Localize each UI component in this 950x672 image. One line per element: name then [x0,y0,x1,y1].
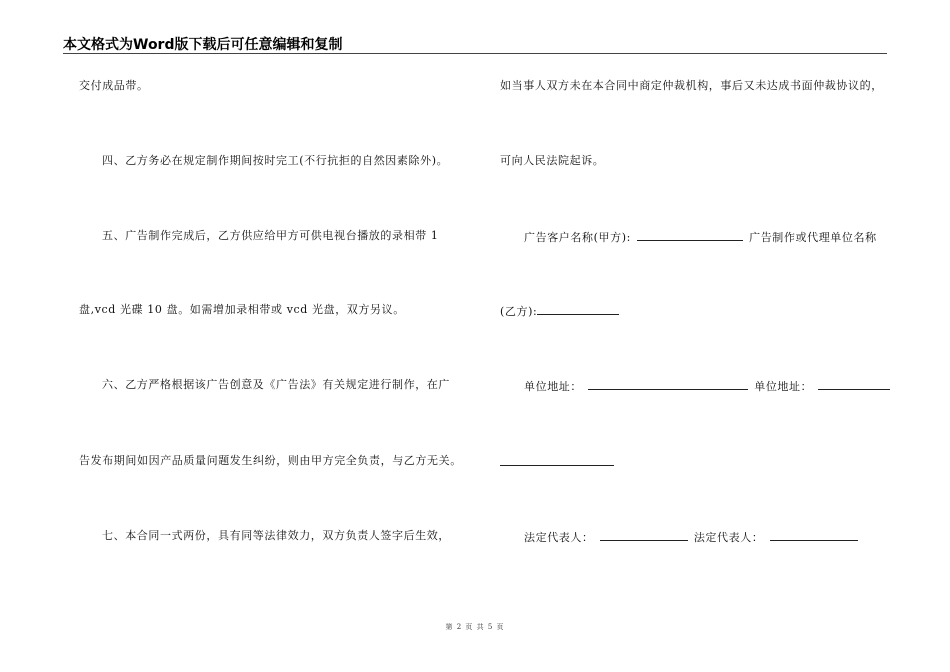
header-divider [63,53,887,54]
left-text-line-3: 五、广告制作完成后，乙方供应给甲方可供电视台播放的录相带 1 [102,229,439,242]
legal-rep-blank-b[interactable] [770,529,858,541]
right-text-line-1: 如当事人双方未在本合同中商定仲裁机构，事后又未达成书面仲裁协议的， [500,79,883,92]
address-blank-b[interactable] [818,378,890,390]
legal-rep-row [524,529,860,545]
address-continuation-row [500,454,616,470]
address-blank-b-continued[interactable] [500,454,614,466]
address-row [524,378,892,394]
legal-rep-label-a: 法定代表人： [524,531,594,544]
legal-rep-blank-a[interactable] [600,529,688,541]
client-name-row [524,229,877,245]
agency-name-label: 广告制作或代理单位名称 [749,231,877,244]
left-text-line-4: 盘,vcd 光碟 10 盘。如需增加录相带或 vcd 光盘，双方另议。 [79,303,405,316]
address-label-a: 单位地址： [524,380,582,393]
page-number: 第 2 页 共 5 页 [445,623,505,631]
left-text-line-7: 七、本合同一式两份，具有同等法律效力，双方负责人签字后生效， [102,529,450,542]
party-b-row [500,303,621,319]
client-name-label: 广告客户名称(甲方): [524,231,631,244]
left-text-line-1: 交付成品带。 [79,79,149,92]
legal-rep-label-b: 法定代表人： [693,531,764,544]
party-b-label: (乙方): [500,305,538,318]
address-blank-a[interactable] [588,378,748,390]
right-text-line-2: 可向人民法院起诉。 [500,154,605,167]
left-text-line-6: 告发布期间如因产品质量问题发生纠纷，则由甲方完全负责，与乙方无关。 [79,454,462,467]
left-text-line-2: 四、乙方务必在规定制作期间按时完工(不行抗拒的自然因素除外)。 [102,154,449,167]
client-name-blank[interactable] [637,229,743,241]
party-b-name-blank[interactable] [537,303,619,315]
document-header-title: 本文格式为Word版下载后可任意编辑和复制 [63,37,343,53]
left-text-line-5: 六、乙方严格根据该广告创意及《广告法》有关规定进行制作，在广 [102,378,450,391]
address-label-b: 单位地址： [754,380,813,393]
